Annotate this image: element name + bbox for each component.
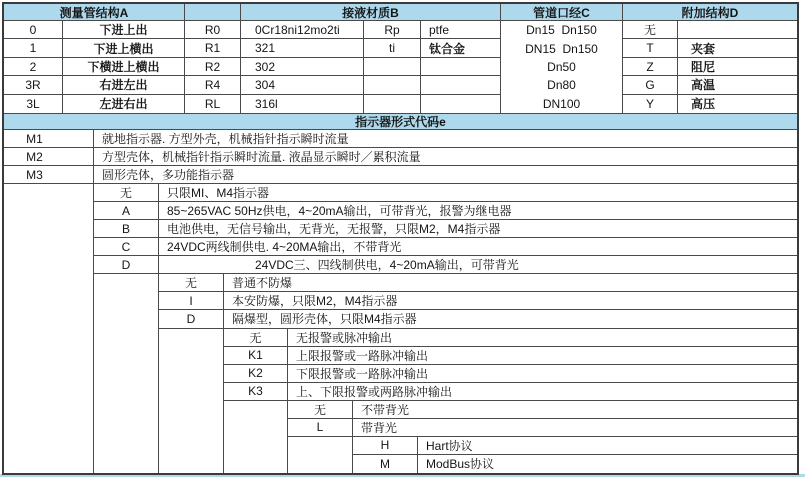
material-code-cell: RL (185, 95, 241, 113)
indicator-code-row (4, 184, 797, 202)
staircase-spacer-cell (4, 310, 94, 328)
staircase-spacer-cell (4, 220, 94, 238)
material-code-cell: R4 (185, 76, 241, 94)
staircase-spacer-cell (4, 401, 94, 419)
liner-code-cell (364, 58, 421, 76)
additional-code-cell: Z (623, 58, 678, 76)
structure-a-header: 测量管结构A (4, 4, 185, 21)
staircase-spacer-cell (4, 419, 94, 437)
indicator-code-band (4, 113, 797, 130)
top-table-body (4, 21, 797, 113)
indicator-code-row (4, 437, 797, 455)
staircase-spacer-cell (4, 184, 94, 202)
staircase-spacer-cell (4, 383, 94, 401)
staircase-spacer-cell (4, 292, 94, 310)
indicator-code-row (4, 383, 797, 401)
staircase-spacer-cell (94, 365, 159, 383)
pipe-diameter-cell (501, 21, 623, 113)
option-desc-cell: 无报警或脉冲输出 (288, 329, 797, 347)
top-table-row (4, 58, 501, 76)
option-code-cell: 无 (159, 274, 224, 292)
staircase-spacer-cell (159, 383, 224, 401)
option-desc-cell: 隔爆型，圆形壳体，只限M4指示器 (224, 310, 797, 328)
indicator-code-row (4, 329, 797, 347)
option-code-cell: 无 (94, 184, 159, 202)
structure-desc-cell: 下横进上横出 (63, 58, 185, 76)
additional-code-cell: 无 (623, 21, 678, 39)
staircase-spacer-cell (94, 347, 159, 365)
option-code-cell: D (94, 256, 159, 274)
staircase-spacer-cell (159, 419, 224, 437)
option-desc-cell: ModBus协议 (426, 457, 495, 472)
liner-code-cell (364, 95, 421, 113)
indicator-code-row (4, 365, 797, 383)
material-code-cell: R1 (185, 39, 241, 57)
option-code-cell: M2 (4, 148, 94, 166)
staircase-spacer-cell (159, 437, 224, 455)
material-name-cell: 0Cr18ni12mo2ti (241, 21, 364, 39)
pipe-diameter-line: Dn15 Dn150 (526, 23, 597, 38)
liner-code-cell: Rp (364, 21, 421, 39)
indicator-code-row (4, 401, 797, 419)
staircase-spacer-cell (224, 419, 288, 437)
staircase-spacer-cell (94, 419, 159, 437)
additional-structure-row (623, 95, 797, 113)
structure-desc-cell: 下进上横出 (63, 39, 185, 57)
option-code-cell: A (94, 202, 159, 220)
option-desc-cell: Hart协议 (418, 437, 797, 455)
additional-desc-cell: 阻尼 (678, 58, 797, 76)
indicator-code-row (4, 292, 797, 310)
option-code-cell: B (94, 220, 159, 238)
staircase-spacer-cell (4, 455, 94, 473)
staircase-spacer-cell (159, 365, 224, 383)
structure-code-cell: 0 (4, 21, 63, 39)
staircase-spacer-cell (94, 455, 159, 473)
liner-code-cell (364, 76, 421, 94)
indicator-code-row (4, 202, 797, 220)
additional-code-cell: G (623, 76, 678, 94)
staircase-spacer-cell (4, 256, 94, 274)
staircase-spacer-cell (159, 401, 224, 419)
indicator-code-row (4, 310, 797, 328)
additional-code-cell: T (623, 39, 678, 57)
additional-structure-row (623, 21, 797, 39)
option-code-cell: 无 (224, 329, 288, 347)
staircase-spacer-cell (94, 383, 159, 401)
structure-desc-cell: 左进右出 (63, 95, 185, 113)
indicator-code-rows (4, 130, 797, 473)
option-desc-cell: 电池供电，无信号输出，无背光，无报警，只限M2，M4指示器 (159, 220, 797, 238)
staircase-spacer-cell (159, 329, 224, 347)
structure-code-cell: 2 (4, 58, 63, 76)
material-code-cell: R2 (185, 58, 241, 76)
liner-name-cell: ptfe (421, 21, 501, 39)
option-desc-cell: 24VDC两线制供电. 4~20MA输出，不带背光 (159, 238, 797, 256)
staircase-spacer-cell (224, 455, 288, 473)
option-desc-cell: 85~265VAC 50Hz供电，4~20mA输出，可带背光，报警为继电器 (159, 202, 797, 220)
staircase-spacer-cell (94, 401, 159, 419)
option-code-cell: M (353, 455, 418, 473)
pipe-diameter-line: Dn80 (547, 78, 576, 93)
material-name-cell: 321 (241, 39, 364, 57)
option-code-cell: K3 (224, 383, 288, 401)
staircase-spacer-cell (94, 292, 159, 310)
material-name-cell: 302 (241, 58, 364, 76)
structure-material-columns (4, 21, 501, 113)
option-desc-cell: 就地指示器. 方型外壳，机械指针指示瞬时流量 (94, 130, 797, 148)
staircase-spacer-cell (4, 274, 94, 292)
staircase-spacer-cell (4, 329, 94, 347)
liner-name-cell (421, 58, 501, 76)
staircase-spacer-cell (4, 437, 94, 455)
option-code-cell: K2 (224, 365, 288, 383)
top-table-row (4, 76, 501, 94)
additional-desc-cell (678, 21, 797, 39)
option-code-cell: C (94, 238, 159, 256)
additional-desc-cell: 夹套 (678, 39, 797, 57)
option-desc-cell: 只限MI、M4指示器 (159, 184, 797, 202)
indicator-code-row (4, 130, 797, 148)
top-table-row (4, 39, 501, 57)
pipe-diameter-line: Dn50 (547, 60, 576, 75)
staircase-spacer-cell (159, 347, 224, 365)
top-table-row (4, 21, 501, 39)
option-desc-cell: 不带背光 (353, 401, 797, 419)
option-code-cell: D (159, 310, 224, 328)
material-name-cell: 316l (241, 95, 364, 113)
indicator-code-row (4, 256, 797, 274)
liner-name-cell (421, 76, 501, 94)
material-code-cell: R0 (185, 21, 241, 39)
option-code-cell: 无 (288, 401, 353, 419)
staircase-spacer-cell (4, 238, 94, 256)
option-desc-cell: 带背光 (353, 419, 797, 437)
option-desc-cell: 下限报警或一路脉冲输出 (288, 365, 797, 383)
pipe-diameter-line: DN100 (542, 96, 581, 111)
option-code-cell: H (353, 437, 418, 455)
additional-structure-row (623, 58, 797, 76)
option-desc-cell: 方型壳体，机械指针指示瞬时流量. 液晶显示瞬时／累积流量 (94, 148, 797, 166)
indicator-code-row (4, 455, 797, 473)
additional-structure-row (623, 39, 797, 57)
wetted-material-b-header: 接液材质B (241, 4, 501, 21)
staircase-spacer-cell (224, 437, 288, 455)
option-desc-cell: 普通不防爆 (224, 274, 797, 292)
staircase-spacer-cell (94, 329, 159, 347)
liner-code-cell: ti (364, 39, 421, 57)
additional-structure-d-header: 附加结构D (623, 4, 797, 21)
structure-desc-cell: 右进左出 (63, 76, 185, 94)
structure-desc-cell: 下进上出 (63, 21, 185, 39)
liner-name-cell: 钛合金 (421, 39, 501, 57)
staircase-spacer-cell (94, 274, 159, 292)
liner-name-cell (421, 95, 501, 113)
staircase-spacer-cell (288, 437, 353, 455)
staircase-spacer-cell (4, 347, 94, 365)
indicator-code-row (4, 238, 797, 256)
additional-desc-cell: 高压 (691, 97, 716, 112)
indicator-code-row (4, 220, 797, 238)
option-desc-cell: 本安防爆，只限M2，M4指示器 (224, 292, 797, 310)
option-code-cell: K1 (224, 347, 288, 365)
staircase-spacer-cell (94, 437, 159, 455)
indicator-code-row (4, 347, 797, 365)
model-selection-table (2, 2, 799, 475)
structure-code-cell: 3R (4, 76, 63, 94)
indicator-code-row (4, 166, 797, 184)
indicator-code-band-title: 指示器形式代码e (355, 115, 446, 129)
option-code-cell: M3 (4, 166, 94, 184)
top-header-row (4, 4, 797, 21)
option-desc-cell: 上、下限报警或两路脉冲输出 (288, 383, 797, 401)
option-desc-cell: 圆形壳体，多功能指示器 (94, 166, 797, 184)
staircase-spacer-cell (224, 401, 288, 419)
option-code-cell: I (159, 292, 224, 310)
additional-desc-cell: 高温 (678, 76, 797, 94)
option-desc-cell: 上限报警或一路脉冲输出 (288, 347, 797, 365)
structure-code-cell: 3L (4, 95, 63, 113)
staircase-spacer-cell (4, 365, 94, 383)
staircase-spacer-cell (159, 455, 224, 473)
staircase-spacer-cell (4, 202, 94, 220)
option-desc-cell: 24VDC三、四线制供电，4~20mA输出，可带背光 (159, 256, 797, 274)
header-gap-cell (185, 4, 241, 21)
top-table-row (4, 95, 501, 113)
indicator-code-row (4, 274, 797, 292)
indicator-code-row (4, 419, 797, 437)
option-code-cell: M1 (4, 130, 94, 148)
option-code-cell: L (288, 419, 353, 437)
staircase-spacer-cell (288, 455, 353, 473)
pipe-diameter-c-header: 管道口经C (501, 4, 623, 21)
additional-code-cell: Y (623, 95, 678, 113)
pipe-diameter-line: DN15 Dn150 (525, 41, 598, 56)
material-name-cell: 304 (241, 76, 364, 94)
additional-structure-row (623, 76, 797, 94)
indicator-code-row (4, 148, 797, 166)
staircase-spacer-cell (94, 310, 159, 328)
additional-structure-columns (623, 21, 797, 113)
structure-code-cell: 1 (4, 39, 63, 57)
